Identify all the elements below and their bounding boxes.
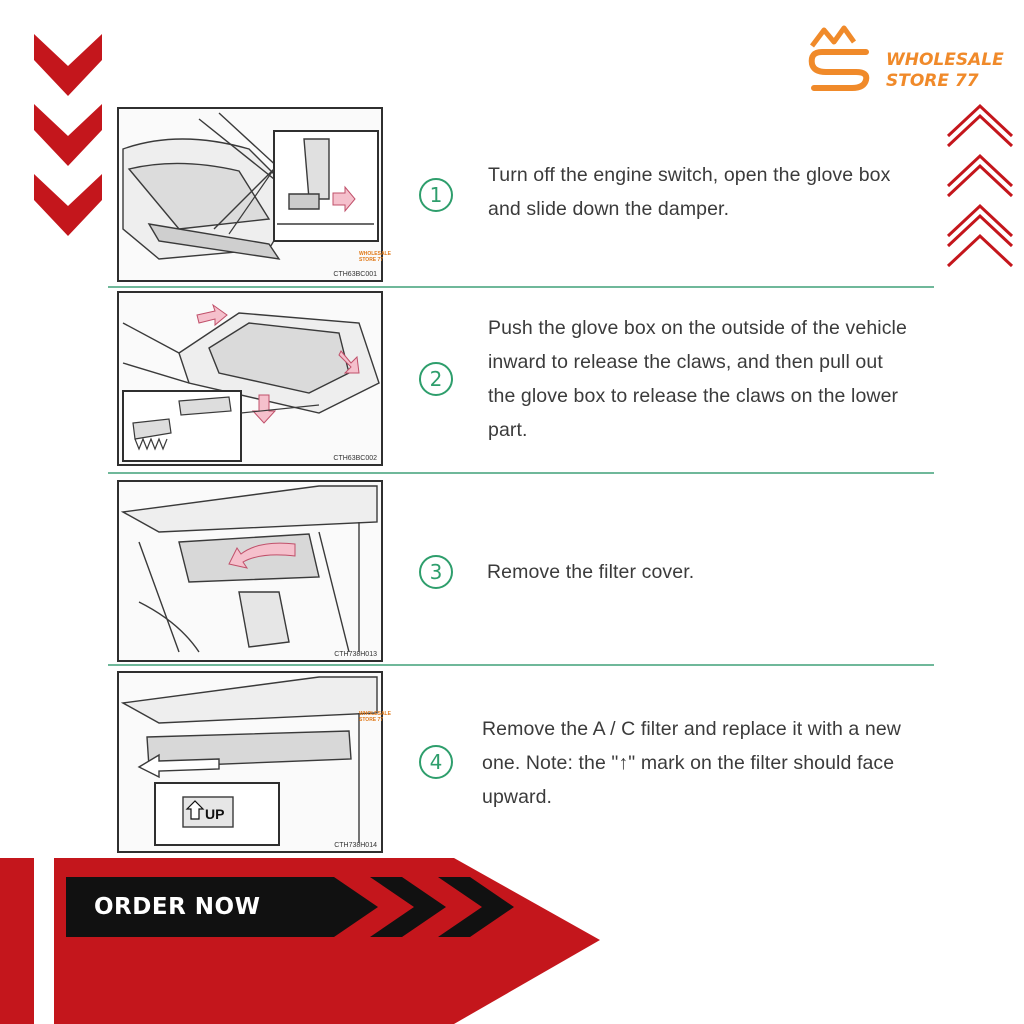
step-3-text: Remove the filter cover. <box>487 561 695 583</box>
step-2-illustration <box>117 291 383 466</box>
divider-2 <box>108 472 934 474</box>
order-now-button[interactable]: ORDER NOW <box>94 894 261 920</box>
step-1-illustration <box>117 107 391 282</box>
brand-name-line1: WHOLESALE <box>886 50 1004 70</box>
step-3-illustration <box>117 480 383 662</box>
image-code-4: CTH738H014 <box>334 842 377 849</box>
step-4-number: 4 <box>419 745 453 779</box>
step-4-illustration <box>117 671 391 853</box>
watermark-4: WHOLESALE STORE 77 <box>359 711 391 723</box>
order-banner-bg <box>54 858 604 1024</box>
image-code-1: CTH63BC001 <box>333 271 377 278</box>
up-label: UP <box>205 806 225 822</box>
watermark-1: WHOLESALE STORE 77 <box>359 251 391 263</box>
step-1-text: Turn off the engine switch, open the glove box and slide down the damper. <box>488 164 891 220</box>
step-3-number: 3 <box>419 555 453 589</box>
decor-chevrons-left <box>30 30 106 240</box>
step-1-number: 1 <box>419 178 453 212</box>
brand-name-line2: STORE 77 <box>886 71 979 91</box>
image-code-2: CTH63BC002 <box>333 455 377 462</box>
step-4-text: Remove the A / C filter and replace it with a new one. Note: the "↑" mark on the filter should face upward. <box>482 718 901 808</box>
step-2-text: Push the glove box on the outside of the vehicle inward to release the claws, and then pull out the glove box to release the claws on the lower part. <box>488 317 907 441</box>
banner-left-bar <box>0 858 34 1024</box>
step-2-number: 2 <box>419 362 453 396</box>
divider-1 <box>108 286 934 288</box>
decor-chevrons-right <box>944 100 1016 270</box>
image-code-3: CTH738H013 <box>334 651 377 658</box>
logo-icon <box>806 22 886 92</box>
divider-3 <box>108 664 934 666</box>
